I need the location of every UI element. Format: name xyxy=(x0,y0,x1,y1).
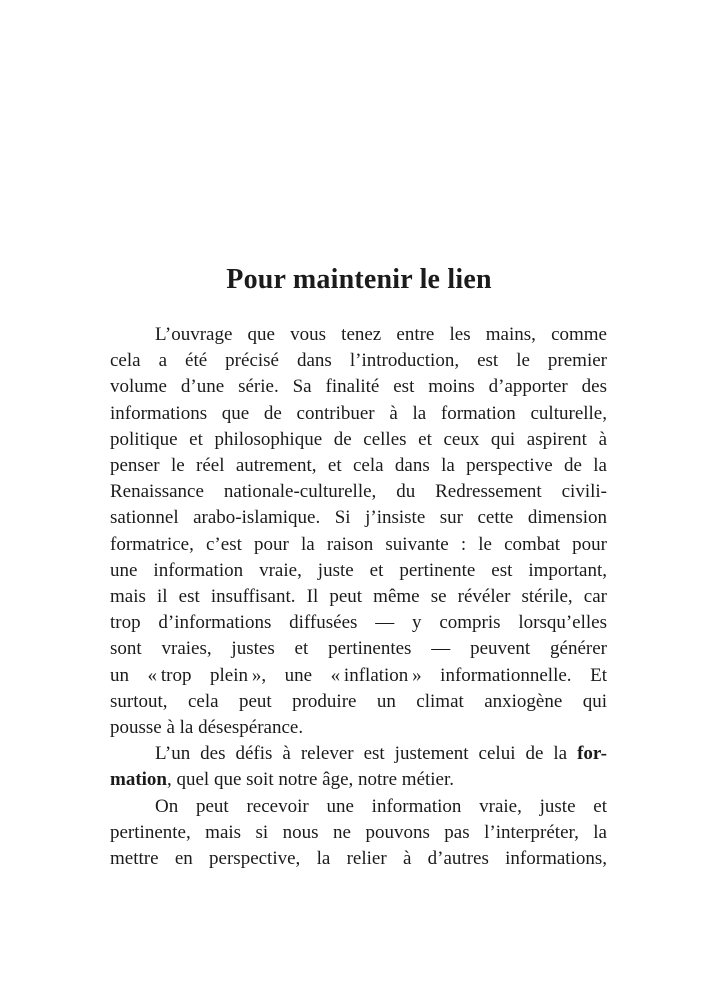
text-segment: pousse à la désespérance. xyxy=(110,717,304,739)
text-segment: surtout, cela peut produire un climat anxiogène qui xyxy=(110,690,607,712)
text-line xyxy=(110,322,607,348)
text-line xyxy=(110,846,607,872)
text-segment: penser le réel autrement, et cela dans la perspective de la xyxy=(110,455,607,477)
text-line xyxy=(110,636,607,662)
text-line xyxy=(110,374,607,400)
text-line xyxy=(110,427,607,453)
text-segment: informations que de contribuer à la formation culturelle, xyxy=(110,402,607,424)
text-segment: politique et philosophique de celles et ceux qui aspirent à xyxy=(110,428,607,450)
text-segment: un « trop plein », une « inflation » informationnelle. Et xyxy=(110,664,607,686)
text-segment: mettre en perspective, la relier à d’autres informations, xyxy=(110,848,607,870)
text-segment: sationnel arabo-islamique. Si j’insiste sur cette dimension xyxy=(110,507,607,529)
text-segment: mais il est insuffisant. Il peut même se révéler stérile, car xyxy=(110,586,607,608)
text-line xyxy=(110,610,607,636)
text-line xyxy=(110,794,607,820)
text-line xyxy=(110,505,607,531)
text-line xyxy=(110,741,607,767)
text-segment: Renaissance nationale-culturelle, du Redressement civili- xyxy=(110,481,607,503)
bold-text-segment: for- xyxy=(577,743,607,765)
text-line xyxy=(110,584,607,610)
text-segment: , quel que soit notre âge, notre métier. xyxy=(167,769,455,791)
text-line xyxy=(110,348,607,374)
text-line xyxy=(110,820,607,846)
text-segment: sont vraies, justes et pertinentes — peuvent générer xyxy=(110,638,607,660)
text-line xyxy=(110,558,607,584)
chapter-title: Pour maintenir le lien xyxy=(226,263,492,295)
text-segment: L’un des défis à relever est justement celui de la xyxy=(155,743,578,765)
text-line xyxy=(110,715,607,741)
text-line xyxy=(110,479,607,505)
page-body xyxy=(110,322,607,872)
text-segment: On peut recevoir une information vraie, juste et xyxy=(155,795,607,817)
text-segment: L’ouvrage que vous tenez entre les mains, comme xyxy=(155,324,607,345)
text-line xyxy=(110,532,607,558)
text-segment: formatrice, c’est pour la raison suivante : le combat pour xyxy=(110,533,607,555)
text-line xyxy=(110,689,607,715)
text-line xyxy=(110,663,607,689)
text-segment: pertinente, mais si nous ne pouvons pas l’interpréter, la xyxy=(110,821,607,843)
text-segment: volume d’une série. Sa finalité est moins d’apporter des xyxy=(110,376,607,398)
text-segment: une information vraie, juste et pertinente est important, xyxy=(110,559,607,581)
text-segment: trop d’informations diffusées — y compris lorsqu’elles xyxy=(110,612,607,634)
text-line xyxy=(110,401,607,427)
text-line xyxy=(110,767,607,793)
text-segment: cela a été précisé dans l’introduction, est le premier xyxy=(110,350,607,372)
text-line xyxy=(110,453,607,479)
bold-text-segment: mation xyxy=(110,769,167,791)
